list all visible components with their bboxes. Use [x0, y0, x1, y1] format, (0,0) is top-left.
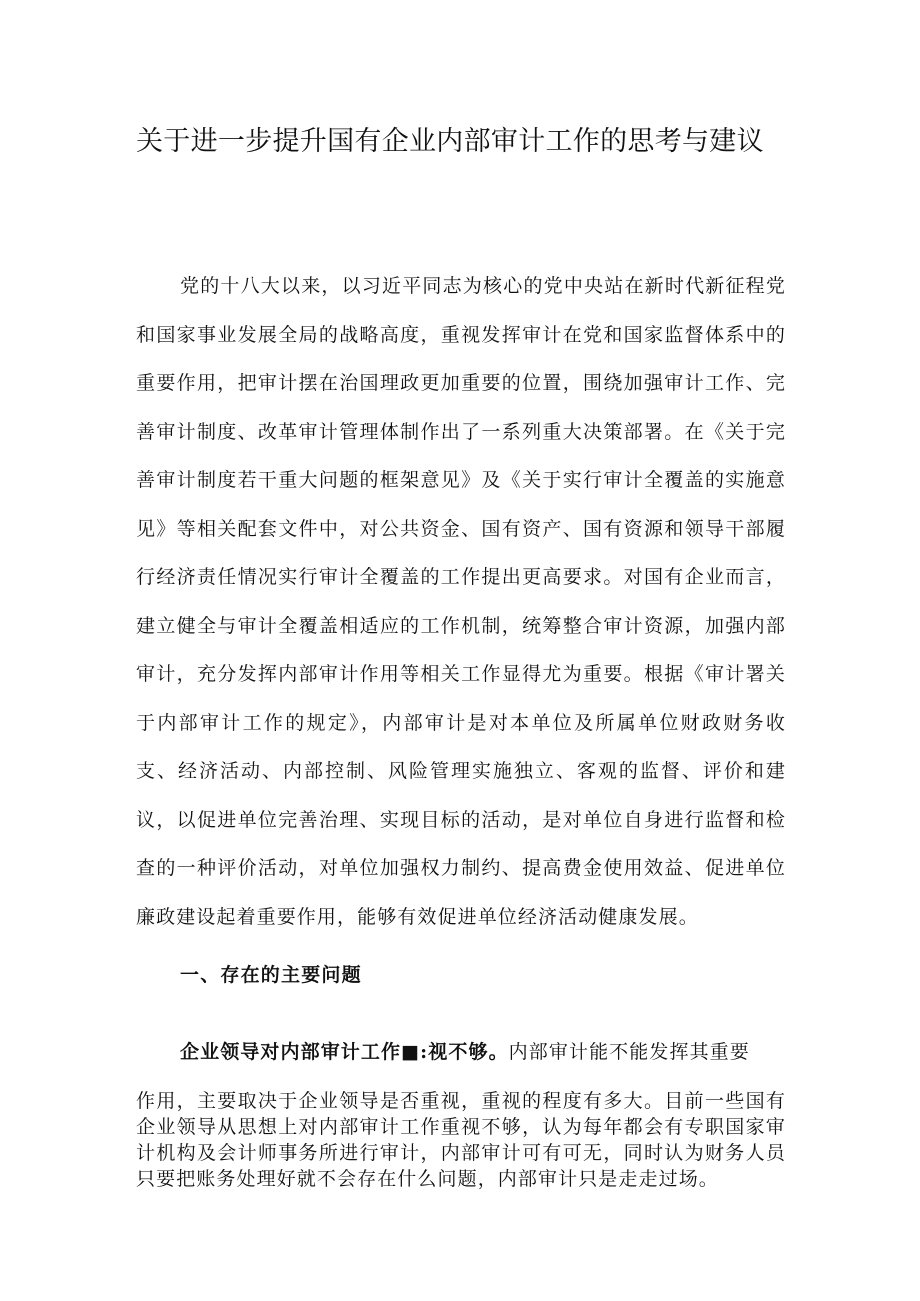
section-heading: 一、存在的主要问题: [180, 964, 362, 986]
document-title: 关于进一步提升国有企业内部审计工作的思考与建议: [136, 126, 764, 157]
intro-paragraph: 党的十八大以来，以习近平同志为核心的党中央站在新时代新征程党和国家事业发展全局的战略高度，重视发挥审计在党和国家监督体系中的重要作用，把审计摆在治国理政更加重要的位置，围绕加强审计工作、完善审计制度、改革审计管理体制作出了一系列重大决策部署。在《关于完善审计制度若干重大问题的框架意见》及《关于实行审计全覆盖的实施意见》等相关配套文件中，对公共资金、国有资产、国有资源和领导干部履行经济责任情况实行审计全覆盖的工作提出更高要求。对国有企业而言，建立健全与审计全覆盖相适应的工作机制，统筹整合审计资源，加强内部审计，充分发挥内部审计作用等相关工作显得尤为重要。根据《审计署关于内部审计工作的规定》，内部审计是对本单位及所属单位财政财务收支、经济活动、内部控制、风险管理实施独立、客观的监督、评价和建议，以促进单位完善治理、实现目标的活动，是对单位自身进行监督和检查的一种评价活动，对单位加强权力制约、提高费金使用效益、促进单位廉政建设起着重要作用，能够有效促进单位经济活动健康发展。: [136, 275, 786, 928]
point-1-first-line: [180, 1037, 790, 1064]
point-1-paragraph: 作用，主要取决于企业领导是否重视，重视的程度有多大。目前一些国有企业领导从思想上对内部审计工作重视不够，认为每年都会有专职国家审计机构及会计师事务所进行审计，内部审计可有可无，同时认为财务人员只要把账务处理好就不会存在什么问题，内部审计只是走走过场。: [136, 1090, 786, 1190]
point-1-bold-lead: 企业领导对内部审计工作■:视不够。: [180, 1041, 509, 1063]
point-1-first-line-text: 内部审计能不能发挥其重要: [508, 1041, 750, 1063]
